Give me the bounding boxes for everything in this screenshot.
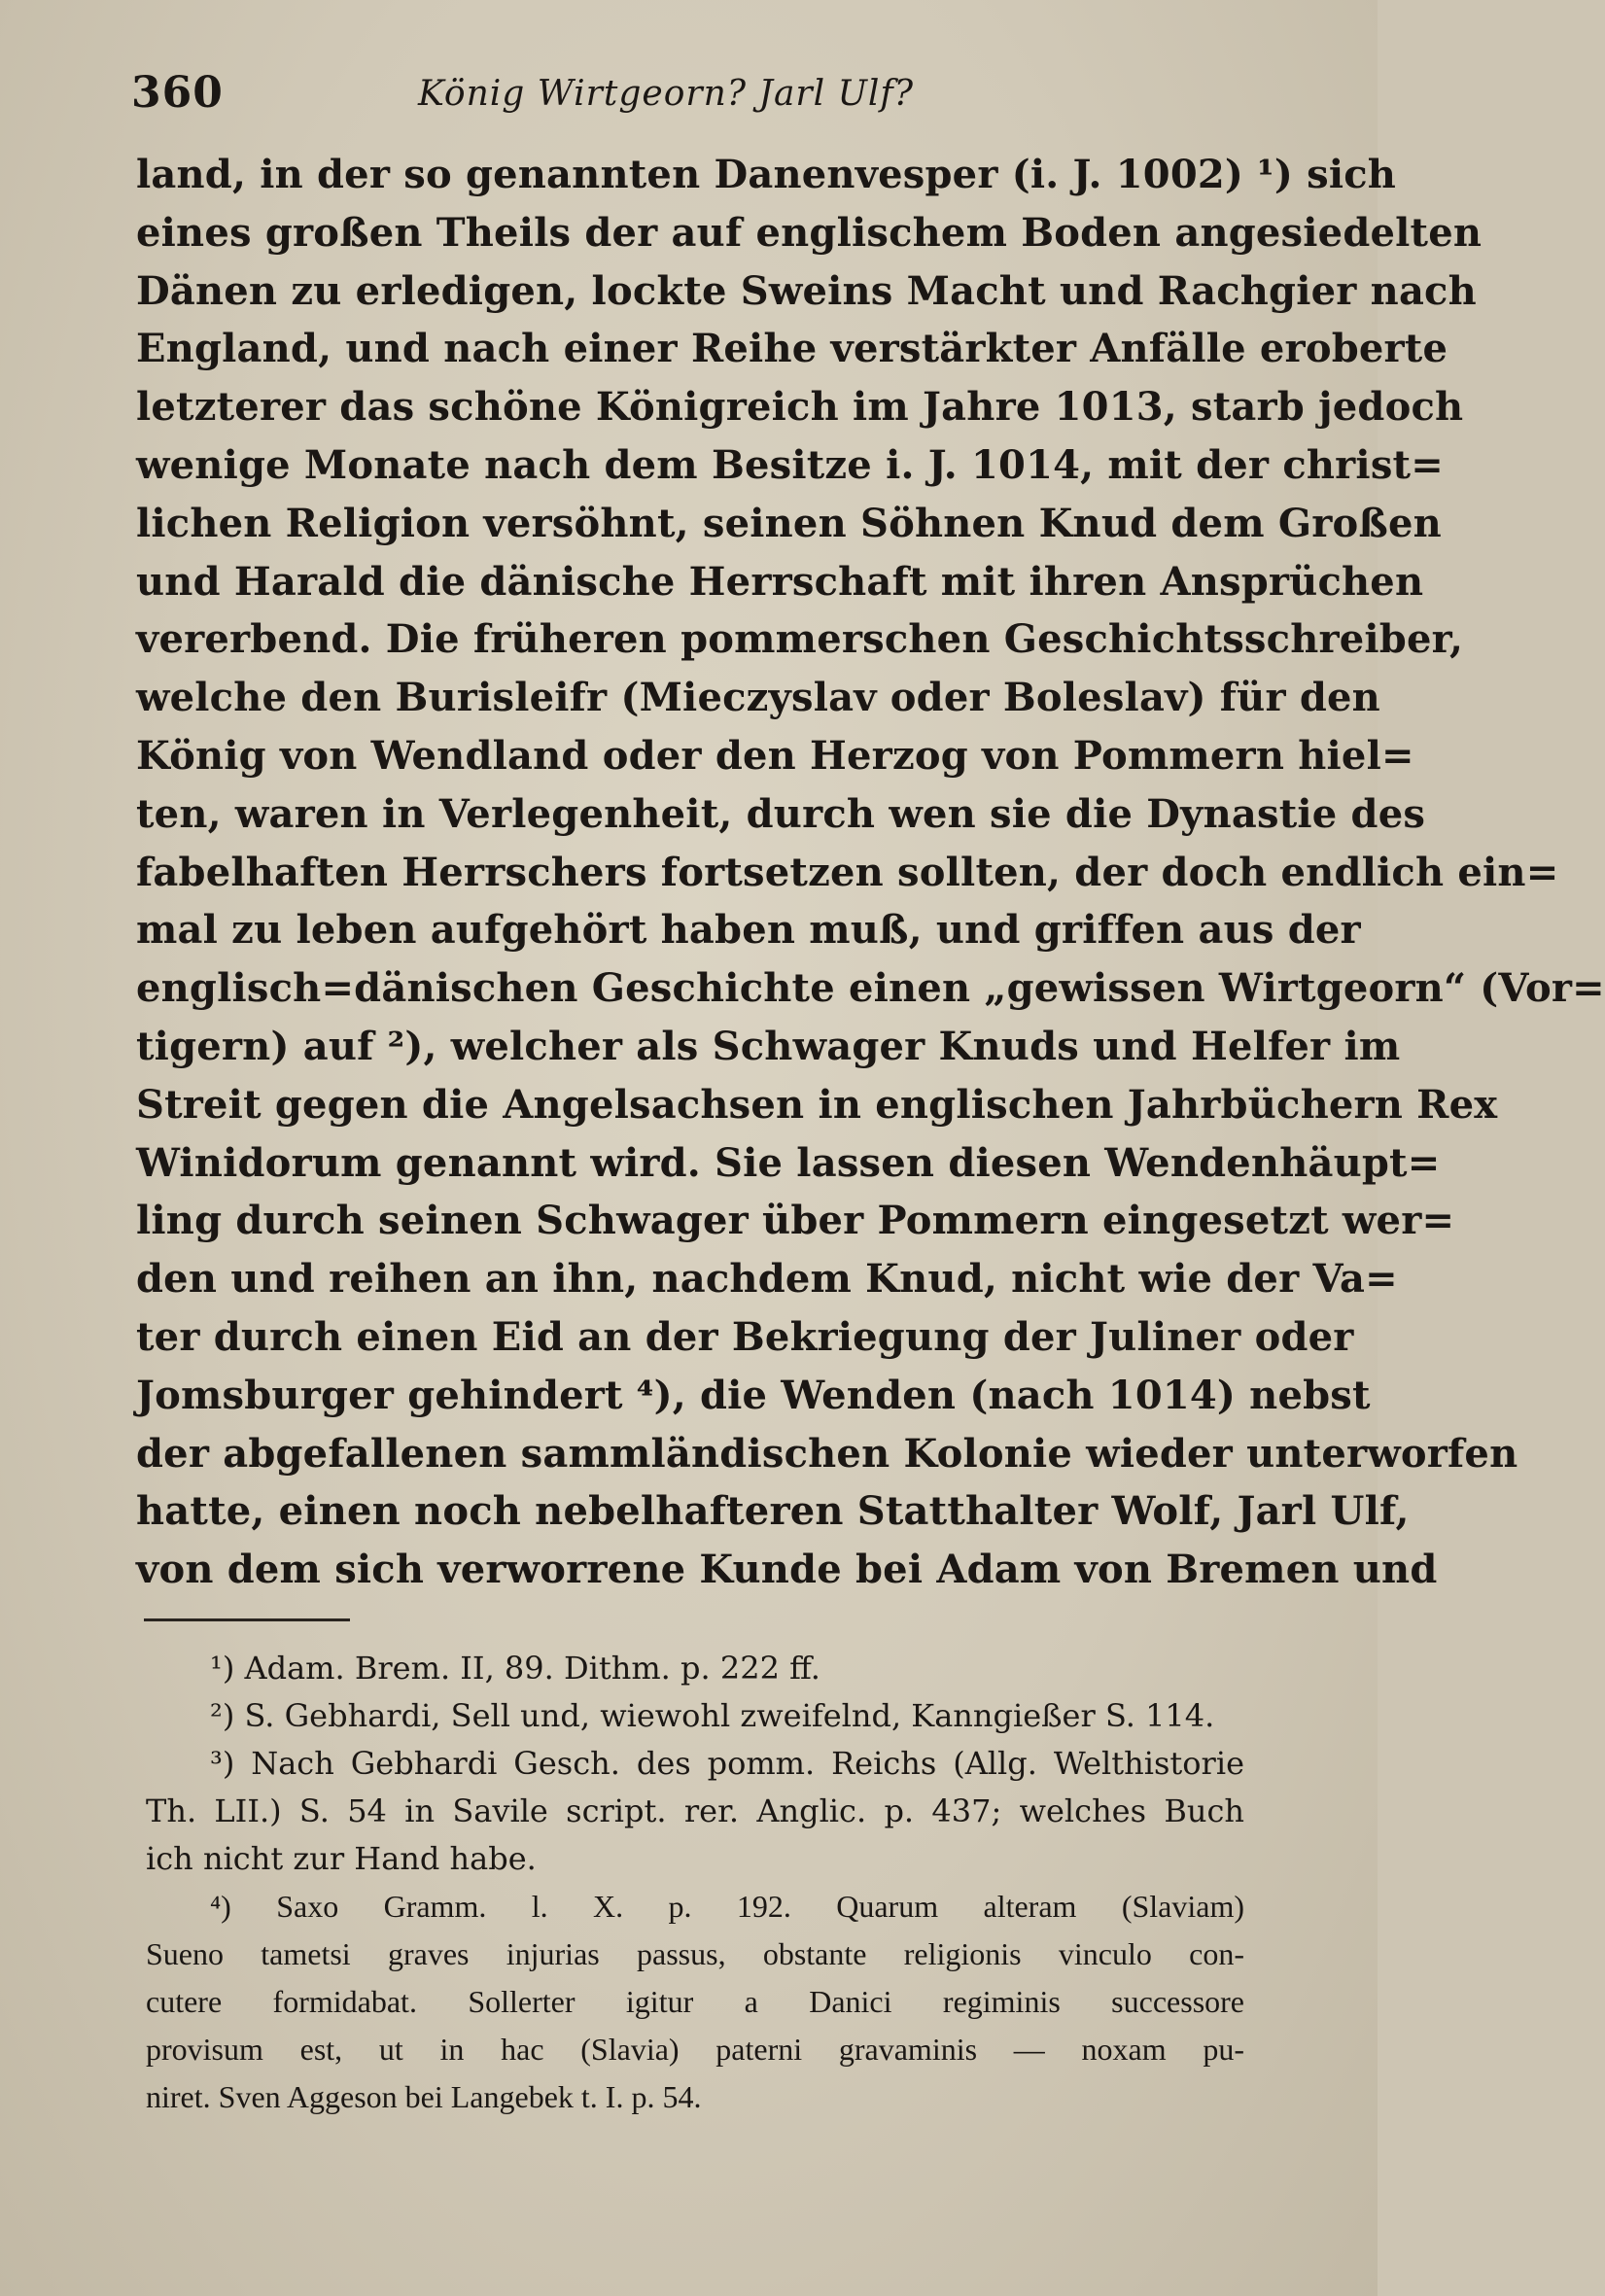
text-line: ten, waren in Verlegenheit, durch wen sie die Dynastie des <box>136 790 1426 837</box>
footnote-4: ⁴) Saxo Gramm. l. X. p. 192. Quarum alteram (Slaviam) <box>210 1889 1244 1924</box>
text-line: eines großen Theils der auf englischem Boden angesiedelten <box>136 209 1483 256</box>
text-line: König von Wendland oder den Herzog von Pommern hiel= <box>136 732 1414 779</box>
text-line: von dem sich verworrene Kunde bei Adam von Bremen und <box>136 1547 1438 1593</box>
text-line: letzterer das schöne Königreich im Jahre 1013, starb jedoch <box>136 384 1464 431</box>
footnote-3-cont: Th. LII.) S. 54 in Savile script. rer. Anglic. p. 437; welches Buch <box>146 1792 1244 1829</box>
footnote-2: ²) S. Gebhardi, Sell und, wiewohl zweifelnd, Kanngießer S. 114. <box>210 1697 1215 1734</box>
text-line: mal zu leben aufgehört haben muß, und griffen aus der <box>136 907 1361 954</box>
text-line: Winidorum genannt wird. Sie lassen diesen Wendenhäupt= <box>136 1139 1441 1186</box>
footnote-4-cont: provisum est, ut in hac (Slavia) paterni gravaminis — noxam pu- <box>146 2032 1244 2067</box>
text-line: tigern) auf ²), welcher als Schwager Knuds und Helfer im <box>136 1023 1401 1069</box>
text-line: land, in der so genannten Danenvesper (i. J. 1002) ¹) sich <box>136 152 1397 197</box>
page-number: 360 <box>131 68 224 118</box>
text-line: Streit gegen die Angelsachsen in englischen Jahrbüchern Rex <box>136 1081 1498 1128</box>
running-title: König Wirtgeorn? Jarl Ulf? <box>418 74 915 114</box>
text-line: vererbend. Die früheren pommerschen Geschichtsschreiber, <box>136 616 1464 663</box>
footnotes <box>146 1645 1244 2121</box>
text-line: hatte, einen noch nebelhafteren Statthalter Wolf, Jarl Ulf, <box>136 1488 1410 1535</box>
text-line: lichen Religion versöhnt, seinen Söhnen Knud dem Großen <box>136 500 1442 546</box>
text-line: und Harald die dänische Herrschaft mit ihren Ansprüchen <box>136 558 1424 605</box>
footnote-1: ¹) Adam. Brem. II, 89. Dithm. p. 222 ff. <box>210 1650 820 1687</box>
text-line: wenige Monate nach dem Besitze i. J. 1014, mit der christ= <box>136 441 1444 488</box>
text-line: englisch=dänischen Geschichte einen „gewissen Wirtgeorn“ (Vor= <box>136 965 1605 1012</box>
text-line: ling durch seinen Schwager über Pommern eingesetzt wer= <box>136 1198 1455 1244</box>
footnote-4-cont: cutere formidabat. Sollerter igitur a Danici regiminis successore <box>146 1984 1244 2019</box>
text-line: welche den Burisleifr (Mieczyslav oder Boleslav) für den <box>136 675 1380 721</box>
text-line: fabelhaften Herrschers fortsetzen sollten, der doch endlich ein= <box>136 849 1559 895</box>
footnote-separator <box>144 1618 350 1621</box>
page-header <box>131 60 1239 138</box>
text-line: ter durch einen Eid an der Bekriegung der Juliner oder <box>136 1313 1354 1360</box>
text-line: Jomsburger gehindert ⁴), die Wenden (nach 1014) nebst <box>136 1372 1371 1418</box>
text-line: der abgefallenen sammländischen Kolonie wieder unterworfen <box>136 1430 1518 1477</box>
footnote-3: ³) Nach Gebhardi Gesch. des pomm. Reichs (Allg. Welthistorie <box>210 1745 1244 1782</box>
footnote-4-cont: niret. Sven Aggeson bei Langebek t. I. p. 54. <box>146 2079 702 2114</box>
footnote-4-cont: Sueno tametsi graves injurias passus, obstante religionis vinculo con- <box>146 1936 1244 1971</box>
text-line: den und reihen an ihn, nachdem Knud, nicht wie der Va= <box>136 1256 1398 1303</box>
footnote-3-cont: ich nicht zur Hand habe. <box>146 1840 537 1877</box>
text-line: Dänen zu erledigen, lockte Sweins Macht und Rachgier nach <box>136 267 1477 314</box>
text-line: England, und nach einer Reihe verstärkter Anfälle eroberte <box>136 326 1448 372</box>
main-text <box>136 146 1605 1599</box>
